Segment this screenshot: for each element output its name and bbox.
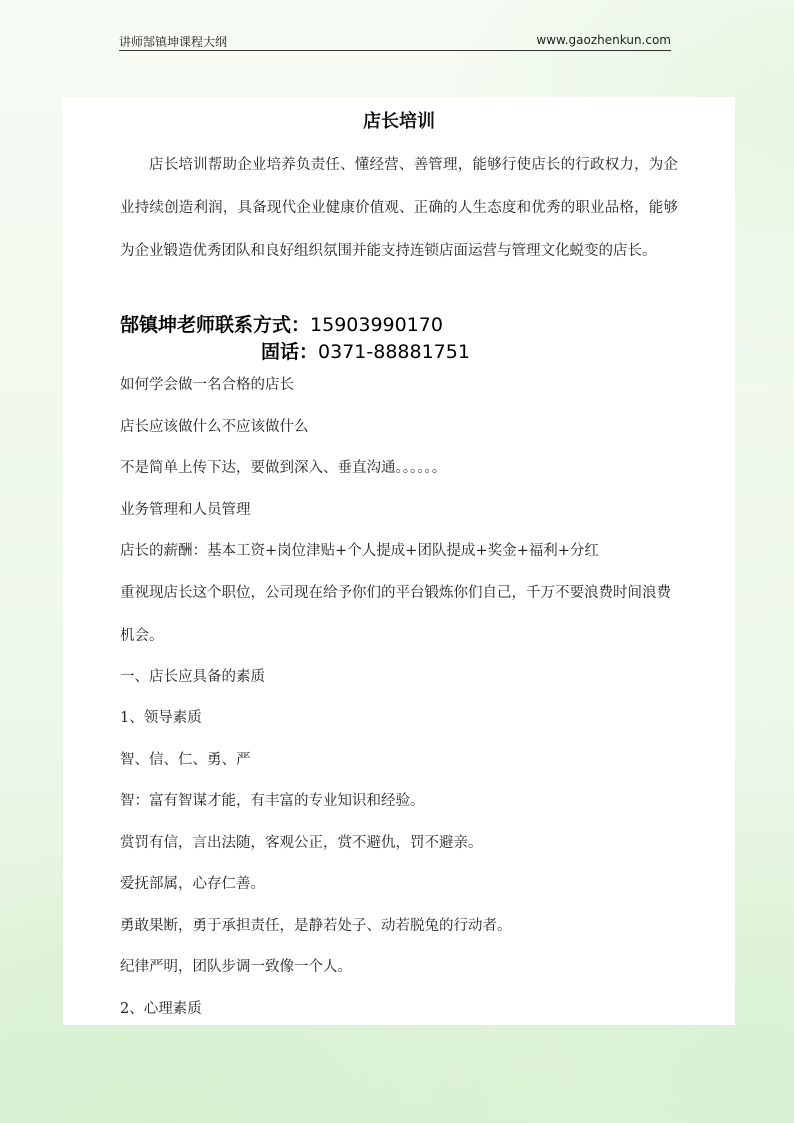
content-line: 如何学会做一名合格的店长	[120, 377, 294, 393]
landline-label: 固话：	[261, 341, 319, 363]
header-website[interactable]: www.gaozhenkun.com	[536, 33, 671, 47]
document-title: 店长培训	[363, 111, 435, 132]
document-page	[63, 97, 735, 1025]
phone-number: 15903990170	[310, 314, 443, 336]
content-lines	[120, 375, 680, 1040]
header-course-title: 讲师郜镇坤课程大纲	[119, 35, 228, 49]
intro-paragraph: 店长培训帮助企业培养负责任、懂经营、善管理，能够行使店长的行政权力，为企业持续创造利润，具备现代企业健康价值观、正确的人生态度和优秀的职业品格，能够为企业锻造优秀团队和良好组织氛围并能支持连锁店面运营与管理文化蜕变的店长。	[120, 157, 678, 259]
content-line: 智、信、仁、勇、严	[120, 751, 251, 768]
content-line: 勇敢果断，勇于承担责任，是静若处子、动若脱兔的行动者。	[120, 917, 512, 934]
content-line: 重视现店长这个职位，公司现在给予你们的平台锻炼你们自己，千万不要浪费时间浪费机会。	[120, 584, 671, 644]
content-line: 店长的薪酬：基本工资+岗位津贴+个人提成+团队提成+奖金+福利+分红	[120, 543, 599, 559]
content-line: 不是简单上传下达，要做到深入、垂直沟通。。。。。。	[120, 460, 447, 476]
content-line: 智：富有智谋才能，有丰富的专业知识和经验。	[120, 793, 425, 809]
content-line: 业务管理和人员管理	[120, 501, 251, 518]
content-line: 2、心理素质	[120, 1000, 202, 1017]
content-line: 纪律严明，团队步调一致像一个人。	[120, 959, 352, 975]
content-line: 店长应该做什么不应该做什么	[120, 418, 309, 435]
landline-number: 0371-88881751	[318, 341, 470, 363]
contact-label: 郜镇坤老师联系方式：	[120, 314, 311, 336]
content-line: 赏罚有信，言出法随，客观公正，赏不避仇，罚不避亲。	[120, 834, 483, 851]
content-line: 1、领导素质	[120, 710, 202, 726]
contact-phone-line	[120, 310, 443, 337]
content-line: 一、店长应具备的素质	[120, 668, 265, 685]
contact-landline-line	[261, 337, 470, 364]
content-line: 爱抚部属，心存仁善。	[120, 876, 265, 892]
page-header	[119, 30, 671, 51]
